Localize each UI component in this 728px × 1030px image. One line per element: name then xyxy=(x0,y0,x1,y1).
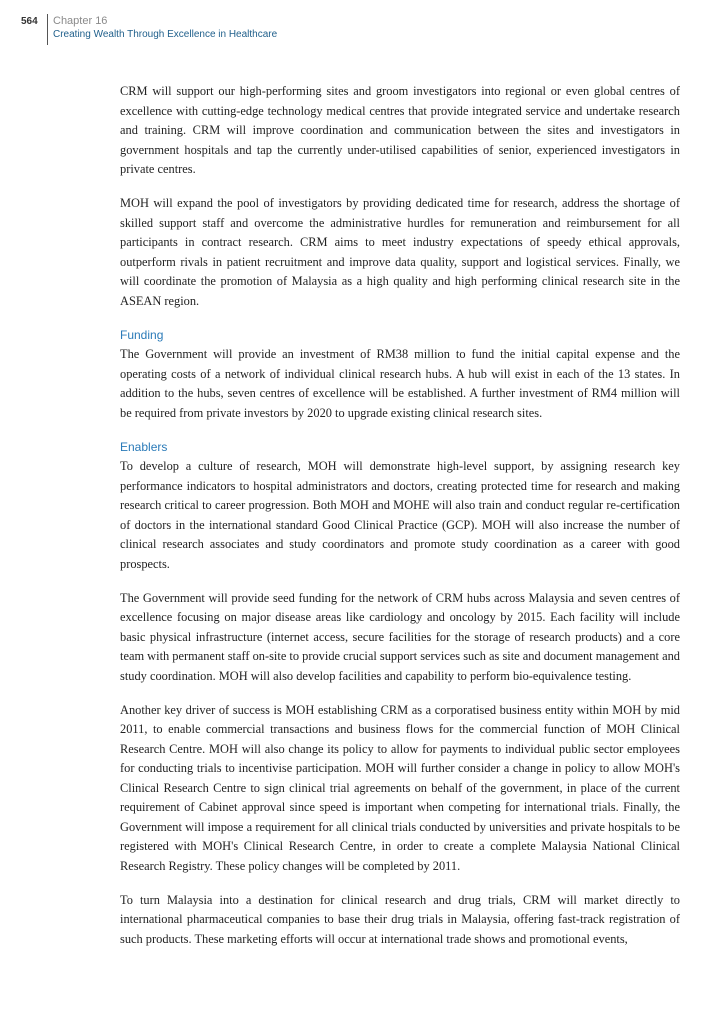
paragraph-corporatisation: Another key driver of success is MOH establishing CRM as a corporatised business entity within MOH by mid 2011, to enable commercial transactions and business flows for the commercial function of MOH Clinical Research Centre. MOH will also change its policy to allow for payments to individual public sector employees for conducting trials to incentivise participation. MOH will further consider a change in policy to allow MOH's Clinical Research Centre to sign clinical trial agreements on behalf of the government, in place of the current requirement of Cabinet approval since speed is important when competing for international trials. Finally, the Government will impose a requirement for all clinical trials conducted by universities and private hospitals to be registered with MOH's Clinical Research Centre, in order to create a complete Malaysia National Clinical Research Registry. These policy changes will be completed by 2011. xyxy=(120,702,680,873)
section-heading-enablers: Enablers xyxy=(120,439,168,454)
paragraph-investigator-pool: MOH will expand the pool of investigators by providing dedicated time for research, address the shortage of skilled support staff and overcome the administrative hurdles for remuneration and reimbursement for all participants in contract research. CRM aims to meet industry expectations of speedy ethical approvals, outperform rivals in patient recruitment and improve data quality, support and logistical services. Finally, we will coordinate the promotion of Malaysia as a high quality and high performing clinical research site in the ASEAN region. xyxy=(120,196,680,308)
chapter-label: Chapter 16 xyxy=(53,15,108,27)
paragraph-funding: The Government will provide an investment of RM38 million to fund the initial capital expense and the operating costs of a network of individual clinical research hubs. A hub will exist in each of the 13 states. In addition to the hubs, seven centres of excellence will be established. A further investment of RM4 million will be required from private investors by 2020 to upgrade existing clinical research sites. xyxy=(120,347,680,420)
header-divider xyxy=(47,14,48,45)
paragraph-crm-support: CRM will support our high-performing sites and groom investigators into regional or even global centres of excellence with cutting-edge technology medical centres that provide integrated service and undertake research and training. CRM will improve coordination and communication between the sites and investigators in government hospitals and tap the currently under-utilised capabilities of senior, experienced investigators in private centres. xyxy=(120,84,680,176)
body-text xyxy=(120,82,680,964)
paragraph-research-culture: To develop a culture of research, MOH will demonstrate high-level support, by assigning research key performance indicators to hospital administrators and doctors, creating protected time for research and making research critical to career progression. Both MOH and MOHE will also train and conduct regular re-certification of doctors in the international standard Good Clinical Practice (GCP). MOH will also increase the number of clinical research associates and study coordinators and promote study coordination as a career with good prospects. xyxy=(120,459,680,571)
section-heading-funding: Funding xyxy=(120,327,164,342)
page-number: 564 xyxy=(21,16,38,27)
paragraph-seed-funding: The Government will provide seed funding for the network of CRM hubs across Malaysia and seven centres of excellence focusing on major disease areas like cardiology and oncology by 2015. Each facility will include basic physical infrastructure (internet access, secure facilities for the storage of research products) and a core team with permanent staff on-site to provide crucial support services such as site and document management and study coordination. MOH will also develop facilities and capability to perform bio-equivalence testing. xyxy=(120,590,680,683)
paragraph-marketing: To turn Malaysia into a destination for clinical research and drug trials, CRM will market directly to international pharmaceutical companies to base their drug trials in Malaysia, offering fast-track registration of such products. These marketing efforts will occur at international trade shows and promotional events, xyxy=(120,892,680,946)
chapter-title: Creating Wealth Through Excellence in Healthcare xyxy=(53,29,278,40)
